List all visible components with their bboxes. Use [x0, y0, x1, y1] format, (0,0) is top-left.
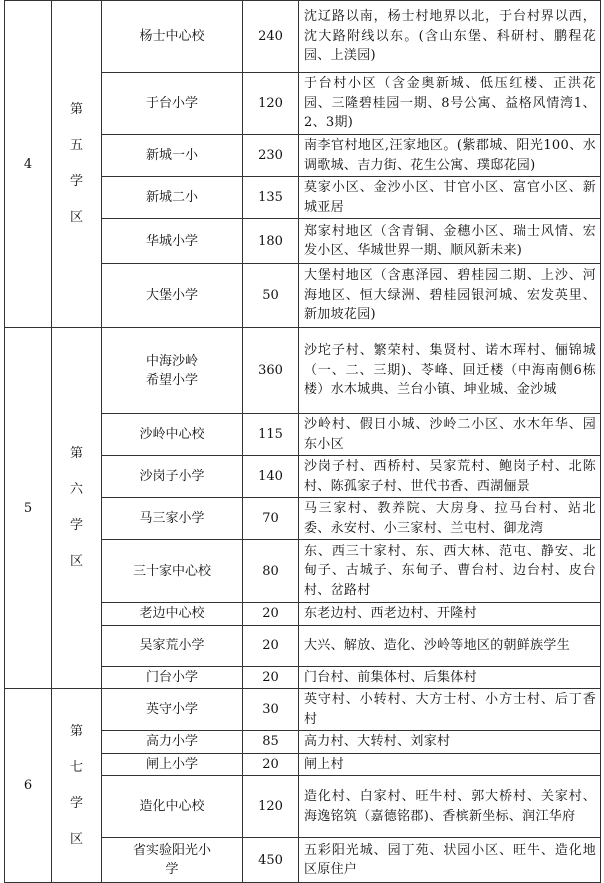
school-name: 华城小学 [102, 219, 243, 264]
district-area: 高力村、大转村、刘家村 [299, 731, 601, 754]
school-name: 沙岗子小学 [102, 456, 243, 498]
enrollment-count: 50 [243, 264, 299, 328]
enrollment-count: 450 [243, 838, 299, 883]
enrollment-count: 360 [243, 328, 299, 414]
enrollment-count: 240 [243, 1, 299, 73]
school-name: 大堡小学 [102, 264, 243, 328]
district-area: 造化村、白家村、旺牛村、郭大桥村、关家村、海逸铭筑（嘉德铭郡)、香槟新坐标、润江华府 [299, 776, 601, 838]
district-area: 郑家村地区（含青铜、金穗小区、瑞士风情、宏发小区、华城世界一期、顺风新未来) [299, 219, 601, 264]
enrollment-count: 230 [243, 135, 299, 177]
school-name: 中海沙岭 希望小学 [102, 328, 243, 414]
enrollment-count: 20 [243, 666, 299, 689]
enrollment-count: 20 [243, 625, 299, 666]
group-number: 4 [5, 1, 52, 328]
district-area: 沙岗子村、西桥村、吴家荒村、鲍岗子村、北陈村、陈孤家子村、世代书香、西湖俪景 [299, 456, 601, 498]
enrollment-count: 120 [243, 776, 299, 838]
district-area: 南李官村地区,汪家地区。(紫郡城、阳光100、水调歌城、吉力街、花生公寓、璞邸花园) [299, 135, 601, 177]
school-name: 高力小学 [102, 731, 243, 754]
district-area: 英守村、小转村、大方士村、小方士村、后丁香村 [299, 689, 601, 731]
district-area: 马三家村、教养院、大房身、拉马台村、站北委、永安村、小三家村、兰屯村、御龙湾 [299, 498, 601, 540]
school-name: 闸上小学 [102, 753, 243, 776]
school-name: 造化中心校 [102, 776, 243, 838]
district-area: 东、西三十家村、东、西大林、范屯、静安、北甸子、古城子、东甸子、曹台村、边台村、皮台村、岔路村 [299, 540, 601, 603]
school-name: 于台小学 [102, 73, 243, 135]
district-area: 大堡村地区（含惠泽园、碧桂园二期、上沙、河海地区、恒大绿洲、碧桂园银河城、宏发英里、新加坡花园) [299, 264, 601, 328]
school-name: 门台小学 [102, 666, 243, 689]
zone-label: 第 六 学 区 [52, 328, 102, 689]
enrollment-count: 70 [243, 498, 299, 540]
table-row [5, 328, 601, 414]
school-name: 省实验阳光小 学 [102, 838, 243, 883]
district-area: 大兴、解放、造化、沙岭等地区的朝鲜族学生 [299, 625, 601, 666]
group-number: 6 [5, 689, 52, 883]
enrollment-count: 180 [243, 219, 299, 264]
school-name: 新城一小 [102, 135, 243, 177]
group-number: 5 [5, 328, 52, 689]
school-name: 新城二小 [102, 177, 243, 219]
school-name: 三十家中心校 [102, 540, 243, 603]
district-area: 沈辽路以南，杨士村地界以北，于台村界以西，沈大路附线以东。(含山东堡、科研村、鹏程花园、上渼园) [299, 1, 601, 73]
zone-label: 第 七 学 区 [52, 689, 102, 883]
school-name: 吴家荒小学 [102, 625, 243, 666]
table-row [5, 689, 601, 731]
school-name: 马三家小学 [102, 498, 243, 540]
district-area: 莫家小区、金沙小区、甘官小区、富官小区、新城亚居 [299, 177, 601, 219]
enrollment-count: 20 [243, 603, 299, 626]
school-name: 老边中心校 [102, 603, 243, 626]
enrollment-count: 140 [243, 456, 299, 498]
district-area: 东老边村、西老边村、开隆村 [299, 603, 601, 626]
district-area: 沙坨子村、繁荣村、集贤村、诺木珲村、俪锦城（一、二、三期)、苓峰、回迁楼（中海南侧6栋楼）水木城典、兰台小镇、坤业城、金沙城 [299, 328, 601, 414]
enrollment-count: 80 [243, 540, 299, 603]
school-name: 沙岭中心校 [102, 414, 243, 456]
enrollment-count: 30 [243, 689, 299, 731]
school-district-table [4, 0, 601, 883]
zone-label: 第 五 学 区 [52, 1, 102, 328]
school-name: 杨士中心校 [102, 1, 243, 73]
district-area: 沙岭村、假日小城、沙岭二小区、水木年华、园东小区 [299, 414, 601, 456]
enrollment-count: 135 [243, 177, 299, 219]
district-area: 五彩阳光城、园丁苑、状园小区、旺牛、造化地区原住户 [299, 838, 601, 883]
enrollment-count: 115 [243, 414, 299, 456]
district-area: 门台村、前集体村、后集体村 [299, 666, 601, 689]
district-area: 于台村小区（含金奥新城、低压红楼、正洪花园、三隆碧桂园一期、8号公寓、益格风情湾1、2、3期) [299, 73, 601, 135]
enrollment-count: 85 [243, 731, 299, 754]
enrollment-count: 20 [243, 753, 299, 776]
table-row [5, 1, 601, 73]
school-name: 英守小学 [102, 689, 243, 731]
district-area: 闸上村 [299, 753, 601, 776]
enrollment-count: 120 [243, 73, 299, 135]
